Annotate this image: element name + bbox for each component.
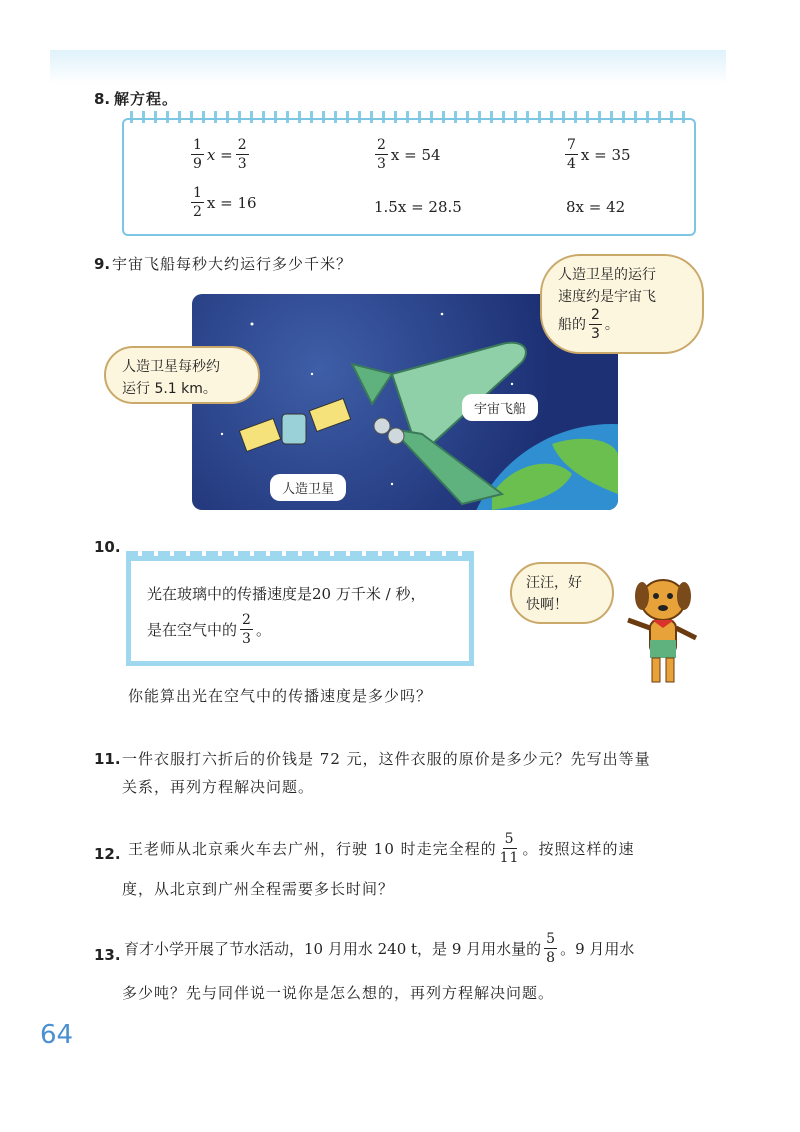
equation-4 bbox=[188, 186, 257, 219]
eq4-mid: x = 16 bbox=[206, 193, 257, 212]
q9-text: 宇宙飞船每秒大约运行多少千米？ bbox=[112, 255, 353, 273]
dog-bubble bbox=[510, 562, 614, 624]
label-satellite: 人造卫星 bbox=[270, 474, 346, 501]
bubble-right-line3 bbox=[558, 308, 686, 341]
light-frac-numerator: 2 bbox=[242, 612, 251, 628]
satellite-speed-bubble bbox=[104, 346, 260, 404]
bubble-left-line1: 人造卫星每秒约 bbox=[122, 359, 220, 375]
eq4-numerator: 1 bbox=[193, 185, 202, 201]
q13-frac-denominator: 8 bbox=[546, 950, 556, 966]
q12-line1-text-b: 。按照这样的速 bbox=[522, 840, 635, 858]
eq4-denominator: 2 bbox=[193, 204, 202, 220]
bubble-frac-denominator: 3 bbox=[591, 326, 600, 342]
bubble-right-line2: 速度约是宇宙飞 bbox=[558, 289, 656, 305]
q8-title: 解方程。 bbox=[114, 90, 179, 108]
equation-2 bbox=[372, 138, 441, 171]
eq3-mid: x = 35 bbox=[580, 145, 631, 164]
q13-line1 bbox=[124, 932, 634, 965]
q12-line1 bbox=[128, 832, 634, 865]
q13-frac-numerator: 5 bbox=[546, 931, 556, 947]
q11-line2: 关系，再列方程解决问题。 bbox=[122, 778, 315, 796]
light-frac-denominator: 3 bbox=[242, 631, 251, 647]
eq1-rhs-numerator: 2 bbox=[237, 137, 247, 153]
light-speed-box bbox=[126, 556, 474, 666]
eq1-mid: x = bbox=[206, 145, 233, 164]
equation-3 bbox=[562, 138, 631, 171]
q12-line1-text-a: 王老师从北京乘火车去广州，行驶 10 时走完全程的 bbox=[128, 840, 497, 858]
page-number: 64 bbox=[40, 1020, 74, 1050]
bubble-right-line3-text: 船的 bbox=[558, 316, 586, 333]
q10-question: 你能算出光在空气中的传播速度是多少吗？ bbox=[128, 687, 433, 705]
q12-line2: 度，从北京到广州全程需要多长时间？ bbox=[122, 880, 395, 898]
q12-number: 12. bbox=[94, 845, 121, 863]
dog-bubble-line1: 汪汪，好 bbox=[526, 575, 582, 591]
q13-line1-text-a: 育才小学开展了节水活动，10 月用水 240 t，是 9 月用水量的 bbox=[124, 940, 542, 958]
eq3-denominator: 4 bbox=[567, 156, 576, 172]
q12-frac-numerator: 5 bbox=[504, 831, 515, 847]
equation-5: 1.5x = 28.5 bbox=[374, 198, 462, 216]
q11-number: 11. bbox=[94, 750, 121, 768]
bubble-left-line2: 运行 5.1 km。 bbox=[122, 381, 217, 397]
q9-number: 9. bbox=[94, 255, 111, 273]
light-box-end: 。 bbox=[255, 621, 271, 639]
bubble-right-line1: 人造卫星的运行 bbox=[558, 267, 656, 283]
eq1-denominator: 9 bbox=[193, 156, 202, 172]
equation-box bbox=[122, 118, 696, 236]
q8-number: 8. bbox=[94, 90, 111, 108]
cartoon-dog-icon bbox=[618, 570, 708, 690]
dog-bubble-line2: 快啊！ bbox=[526, 597, 568, 613]
light-box-line2-text: 是在空气中的 bbox=[147, 621, 238, 639]
eq2-numerator: 2 bbox=[377, 137, 386, 153]
light-box-line1: 光在玻璃中的传播速度是20 万千米 / 秒， bbox=[147, 585, 426, 603]
eq2-denominator: 3 bbox=[377, 156, 386, 172]
bubble-frac-numerator: 2 bbox=[591, 307, 600, 323]
q13-line1-text-b: 。9 月用水 bbox=[560, 940, 635, 958]
equation-6: 8x = 42 bbox=[566, 198, 626, 216]
eq2-mid: x = 54 bbox=[390, 145, 441, 164]
satellite-icon bbox=[239, 399, 350, 452]
q11-line1: 一件衣服打六折后的价钱是 72 元，这件衣服的原价是多少元？先写出等量 bbox=[122, 750, 651, 768]
page-header-band bbox=[50, 50, 726, 84]
eq1-numerator: 1 bbox=[193, 137, 202, 153]
eq1-rhs-denominator: 3 bbox=[237, 156, 247, 172]
label-space-shuttle: 宇宙飞船 bbox=[462, 394, 538, 421]
eq3-numerator: 7 bbox=[567, 137, 576, 153]
equation-1 bbox=[188, 138, 252, 171]
light-box-line2 bbox=[147, 613, 271, 646]
q13-line2: 多少吨？先与同伴说一说你是怎么想的，再列方程解决问题。 bbox=[122, 984, 555, 1002]
bubble-right-end: 。 bbox=[604, 316, 619, 333]
q12-frac-denominator: 11 bbox=[499, 850, 520, 866]
q13-number: 13. bbox=[94, 946, 121, 964]
q10-number: 10. bbox=[94, 538, 121, 556]
ratio-bubble bbox=[540, 254, 704, 354]
